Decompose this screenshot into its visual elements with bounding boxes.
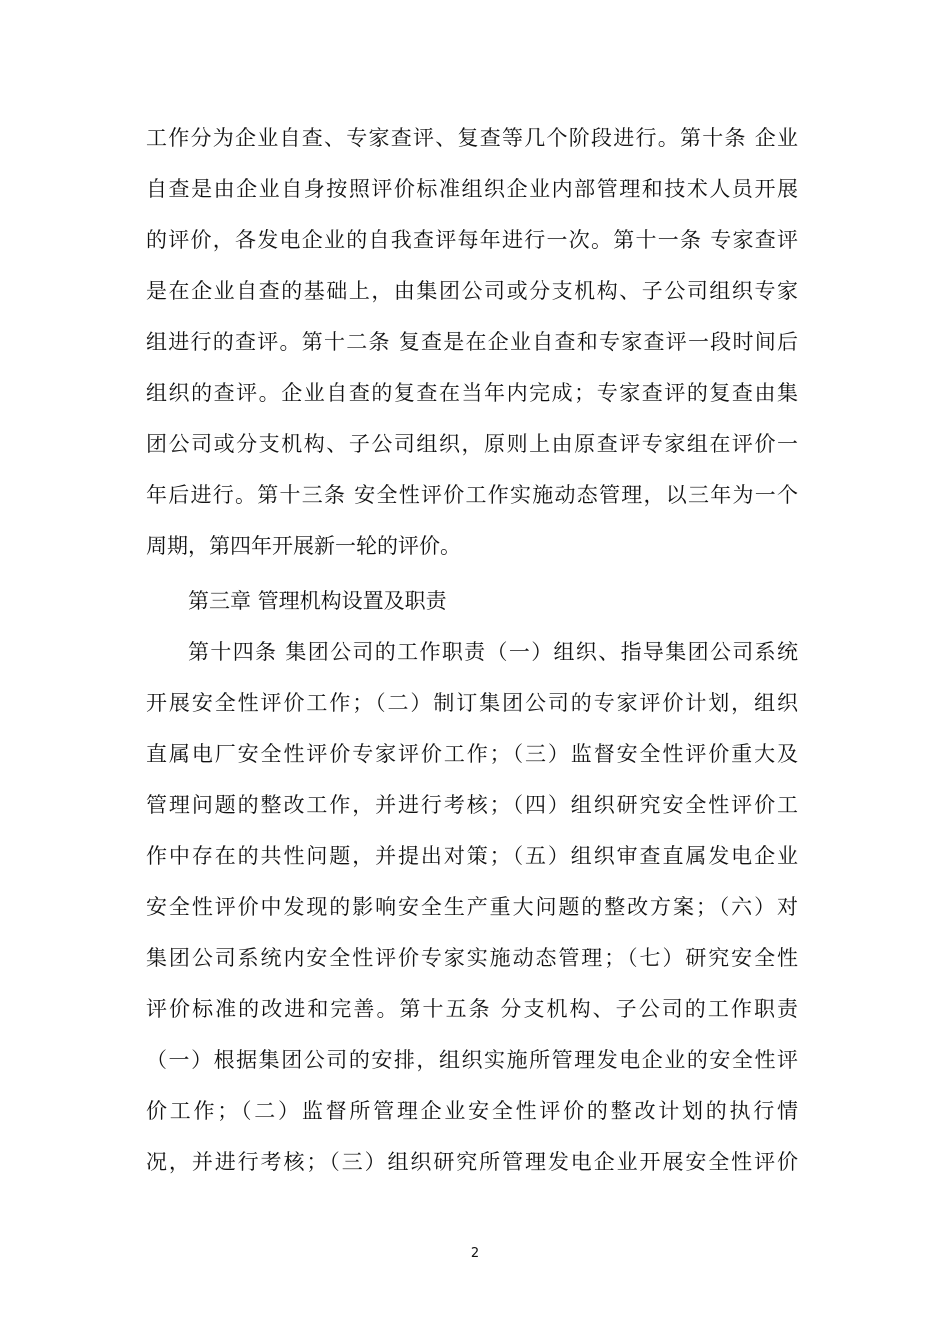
text-line-19: （一）根据集团公司的安排，组织实施所管理发电企业的安全性评 — [146, 1048, 798, 1072]
text-line-17: 集团公司系统内安全性评价专家实施动态管理；（七）研究安全性 — [146, 946, 798, 970]
page-number: 2 — [470, 1246, 480, 1261]
text-line-13: 直属电厂安全性评价专家评价工作；（三）监督安全性评价重大及 — [146, 742, 798, 766]
text-line-9: 周期，第四年开展新一轮的评价。 — [146, 534, 461, 558]
text-line-1: 工作分为企业自查、专家查评、复查等几个阶段进行。第十条 企业 — [146, 126, 798, 150]
text-line-12: 开展安全性评价工作；（二）制订集团公司的专家评价计划，组织 — [146, 691, 798, 715]
text-line-18: 评价标准的改进和完善。第十五条 分支机构、子公司的工作职责 — [146, 997, 798, 1021]
text-line-4: 是在企业自查的基础上，由集团公司或分支机构、子公司组织专家 — [146, 279, 798, 303]
chapter-heading: 第三章 管理机构设置及职责 — [188, 589, 447, 613]
text-line-14: 管理问题的整改工作，并进行考核；（四）组织研究安全性评价工 — [146, 793, 798, 817]
text-line-2: 自查是由企业自身按照评价标准组织企业内部管理和技术人员开展 — [146, 177, 798, 201]
text-line-8: 年后进行。第十三条 安全性评价工作实施动态管理，以三年为一个 — [146, 483, 798, 507]
text-line-16: 安全性评价中发现的影响安全生产重大问题的整改方案；（六）对 — [146, 895, 798, 919]
text-line-3: 的评价，各发电企业的自我查评每年进行一次。第十一条 专家查评 — [146, 228, 798, 252]
text-line-20: 价工作；（二）监督所管理企业安全性评价的整改计划的执行情 — [146, 1099, 798, 1123]
text-line-11: 第十四条 集团公司的工作职责（一）组织、指导集团公司系统 — [188, 640, 798, 664]
text-line-21: 况，并进行考核；（三）组织研究所管理发电企业开展安全性评价 — [146, 1150, 798, 1174]
text-line-5: 组进行的查评。第十二条 复查是在企业自查和专家查评一段时间后 — [146, 330, 798, 354]
text-line-15: 作中存在的共性问题，并提出对策；（五）组织审查直属发电企业 — [146, 844, 798, 868]
text-line-7: 团公司或分支机构、子公司组织，原则上由原查评专家组在评价一 — [146, 432, 798, 456]
text-line-6: 组织的查评。企业自查的复查在当年内完成；专家查评的复查由集 — [146, 381, 798, 405]
